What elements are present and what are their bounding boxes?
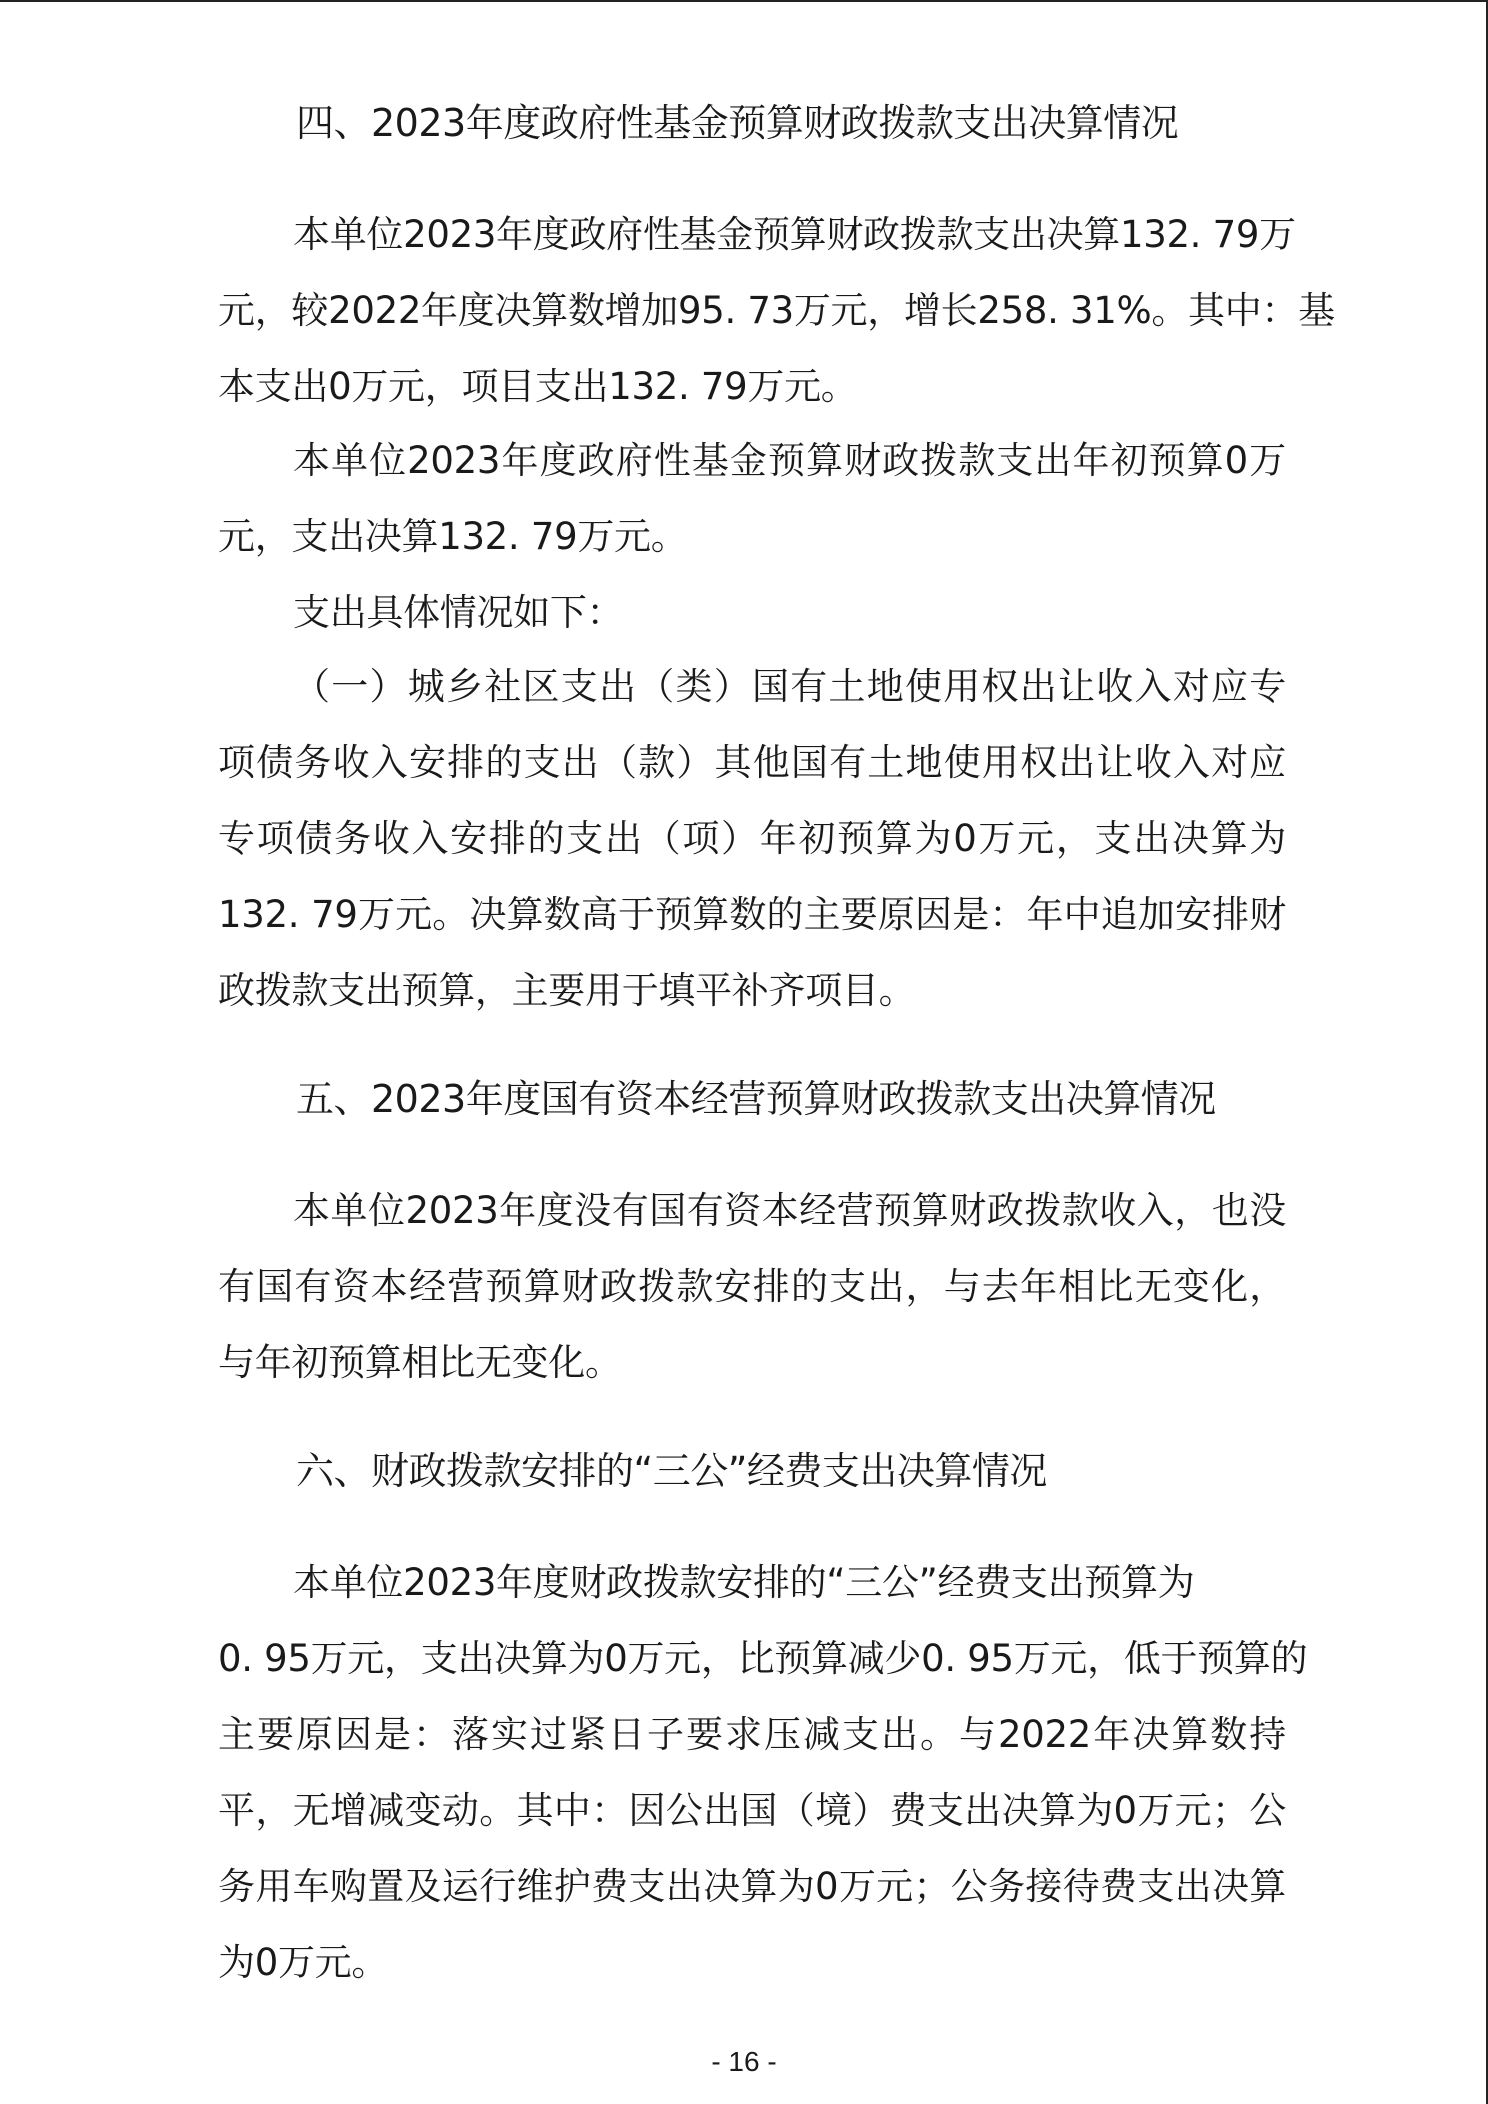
section5-p1-line3: 与年初预算相比无变化。: [218, 1341, 622, 1384]
section6-p1-line5: 务用车购置及运行维护费支出决算为0万元；公务接待费支出决算: [218, 1865, 1286, 1908]
section4-p1-line3: 本支出0万元，项目支出132. 79万元。: [218, 365, 858, 408]
section4-p3-line1: 支出具体情况如下：: [293, 591, 624, 634]
section6-p1-line1: 本单位2023年度财政拨款安排的“三公”经费支出预算为: [293, 1561, 1195, 1604]
page-number: - 16 -: [711, 2046, 777, 2077]
section6-p1-line2: 0. 95万元，支出决算为0万元，比预算减少0. 95万元，低于预算的: [218, 1637, 1308, 1680]
section4-p1-line2: 元，较2022年度决算数增加95. 73万元，增长258. 31%。其中：基: [218, 289, 1335, 332]
section5-heading: 五、2023年度国有资本经营预算财政拨款支出决算情况: [296, 1077, 1216, 1121]
section4-p4-line3: 专项债务收入安排的支出（项）年初预算为0万元，支出决算为: [218, 817, 1286, 860]
section5-p1-line1: 本单位2023年度没有国有资本经营预算财政拨款收入，也没: [293, 1189, 1286, 1232]
section6-p1-line6: 为0万元。: [218, 1941, 389, 1984]
section4-p4-line2: 项债务收入安排的支出（款）其他国有土地使用权出让收入对应: [218, 741, 1286, 784]
section4-p4-line1: （一）城乡社区支出（类）国有土地使用权出让收入对应专: [293, 665, 1286, 708]
section4-p4-line5: 政拨款支出预算，主要用于填平补齐项目。: [218, 969, 916, 1012]
section6-p1-line4: 平，无增减变动。其中：因公出国（境）费支出决算为0万元；公: [218, 1789, 1286, 1832]
section4-p1-line1: 本单位2023年度政府性基金预算财政拨款支出决算132. 79万: [293, 213, 1296, 256]
section4-p4-line4: 132. 79万元。决算数高于预算数的主要原因是：年中追加安排财: [218, 893, 1286, 936]
section4-heading: 四、2023年度政府性基金预算财政拨款支出决算情况: [296, 101, 1179, 145]
section6-heading: 六、财政拨款安排的“三公”经费支出决算情况: [296, 1449, 1047, 1493]
section4-p2-line1: 本单位2023年度政府性基金预算财政拨款支出年初预算0万: [293, 439, 1286, 482]
section5-p1-line2: 有国有资本经营预算财政拨款安排的支出，与去年相比无变化，: [218, 1265, 1286, 1308]
section6-p1-line3: 主要原因是：落实过紧日子要求压减支出。与2022年决算数持: [218, 1713, 1286, 1756]
section4-p2-line2: 元，支出决算132. 79万元。: [218, 515, 688, 558]
